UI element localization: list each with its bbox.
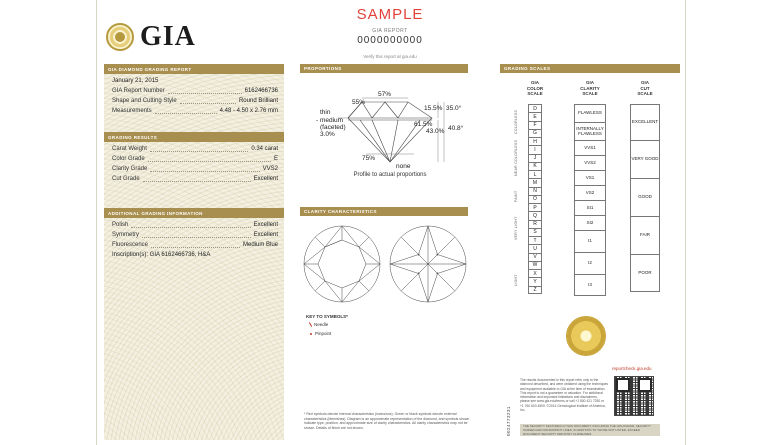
clarity-i1: I1 [574,230,606,252]
color-grade-t: T [528,236,542,244]
proportions-diagram [300,84,480,170]
report-date: January 21, 2015 [112,78,159,84]
girdle-pct: 3.0% [320,131,335,138]
sample-watermark: SAMPLE [356,6,424,23]
table-row: Carat Weight 0.34 carat [112,146,278,152]
hologram-seal-icon [566,316,606,356]
lower-half: 75% [362,155,376,162]
section-title: GRADING RESULTS [104,132,284,142]
key-to-symbols: KEY TO SYMBOLS* [306,314,348,319]
cut-fair: FAIR [630,216,660,254]
clarity-footnote: * Red symbols denote internal characteristics (inclusions). Green or black symbols denote external characteristics (blemishes). Diagram is an approximate representation of the diamond, and symbols shown indicate type, position, and approximate size of clarity characteristics. All clarity characteristics may not be shown. Details of finish are not shown. [304,412,470,430]
group-near-colorless: NEAR COLORLESS [514,139,518,176]
color-grade-e: E [528,112,542,120]
color-grade-f: F [528,121,542,129]
cut-scale-title: GIA CUT SCALE [637,80,653,97]
table-row: Color Grade E [112,156,278,162]
group-very-light: VERY LIGHT [514,216,518,240]
girdle-thin: thin [320,109,331,116]
color-grade-y: Y [528,277,542,285]
section-title: ADDITIONAL GRADING INFORMATION [104,208,284,218]
verify-link[interactable]: Verify this report at gia.edu [363,54,417,59]
clarity-title: CLARITY CHARACTERISTICS [300,207,468,216]
color-grade-w: W [528,261,542,269]
logo-text: GIA [140,21,196,52]
total-depth: 61.5% [414,121,433,128]
crown-angle: 35.0° [446,105,462,112]
group-colorless: COLORLESS [514,109,518,134]
clarity-vvs1: VVS1 [574,140,606,155]
table-row: Polish Excellent [112,222,278,228]
cut-excellent: EXCELLENT [630,104,660,140]
clarity-i2: I2 [574,252,606,274]
group-faint: FAINT [514,190,518,202]
crown-view [304,226,380,302]
cut-poor: POOR [630,254,660,292]
clarity-internally-flawless: INTERNALLY FLAWLESS [574,122,606,140]
star-pct: 55% [352,99,366,106]
additional-info-section [104,208,284,262]
grading-results-section [104,132,284,186]
barcode-number: 0024773231 [506,405,511,436]
inscriptions: Inscription(s): GIA 6162466736, H&A [112,252,211,258]
clarity-vs2: VS2 [574,185,606,200]
color-grade-n: N [528,187,542,195]
group-light: LIGHT [514,274,518,286]
girdle-medium: - medium [316,117,344,124]
clarity-vvs2: VVS2 [574,155,606,170]
color-grade-d: D [528,104,542,112]
key-needle: Needle [310,322,328,327]
cut-scale [630,104,660,292]
color-scale [528,104,542,294]
clarity-scale-title: GIA CLARITY SCALE [580,80,600,97]
pavilion-depth: 43.0% [426,128,445,135]
color-grade-g: G [528,129,542,137]
clarity-si2: SI2 [574,215,606,230]
cut-very-good: VERY GOOD [630,140,660,178]
proportions-title: PROPORTIONS [300,64,468,73]
table-row: Measurements 4.48 - 4.50 x 2.76 mm [112,108,278,114]
color-grade-u: U [528,244,542,252]
cut-good: GOOD [630,178,660,216]
section-title: GIA DIAMOND GRADING REPORT [104,64,284,74]
color-grade-l: L [528,170,542,178]
qr-code-icon[interactable] [614,376,654,416]
girdle-faceted: (faceted) [320,124,346,131]
profile-caption: Profile to actual proportions [353,172,427,178]
needle-icon [309,322,312,327]
table-row: Fluorescence Medium Blue [112,242,278,248]
key-pinpoint: Pinpoint [310,331,331,336]
color-grade-z: Z [528,286,542,294]
clarity-si1: SI1 [574,200,606,215]
grading-scales-title: GRADING SCALES [500,64,680,73]
report-number: 0000000000 [357,35,423,46]
table-row: Clarity Grade VVS2 [112,166,278,172]
culet: none [396,163,411,170]
color-grade-m: M [528,178,542,186]
left-column [104,64,284,440]
security-strip: THE SECURITY FEATURES IN THIS DOCUMENT, INCLUDING THE HOLOGRAM, SECURITY SCREEN AND MICROPRINT LINES, IN ADDITION TO THOSE NOT LISTED, EXCEED DOCUMENT SECURITY INDUSTRY GUIDELINES. [520,424,660,436]
color-grade-s: S [528,228,542,236]
color-grade-x: X [528,269,542,277]
color-grade-k: K [528,162,542,170]
table-row: Cut Grade Excellent [112,176,278,182]
table-row: Symmetry Excellent [112,232,278,238]
report-label: GIA REPORT [372,28,408,34]
clarity-scale [574,104,606,296]
color-grade-o: O [528,195,542,203]
clarity-i3: I3 [574,274,606,296]
table-pct: 57% [378,91,392,98]
color-grade-i: I [528,145,542,153]
clarity-plot [300,220,470,308]
color-grade-r: R [528,220,542,228]
color-grade-q: Q [528,211,542,219]
pinpoint-icon [310,333,312,335]
pavilion-angle: 40.8° [448,125,464,132]
disclaimer-text: The results documented in this report refer only to the diamond described, and were obtained using the techniques and equipment available to GIA at the time of examination. This report is not a guarantee or valuation. For additional information and important limitations and disclaimers, please see www.gia.edu/terms or call +1 800 421 7250 or +1 760 603 4500. ©2014 Gemological Institute of America, Inc. [520,378,608,412]
color-grade-p: P [528,203,542,211]
table-row: Shape and Cutting Style Round Brilliant [112,98,278,104]
clarity-flawless: FLAWLESS [574,104,606,122]
color-grade-v: V [528,253,542,261]
pavilion-view [390,226,466,302]
clarity-vs1: VS1 [574,170,606,185]
diamond-report-section [104,64,284,118]
color-grade-j: J [528,154,542,162]
table-row: GIA Report Number 6162466736 [112,88,278,94]
color-scale-title: GIA COLOR SCALE [526,80,544,97]
color-grade-h: H [528,137,542,145]
crown-height: 15.5% [424,105,443,112]
report-check-link[interactable]: reportcheck.gia.edu [612,366,652,371]
